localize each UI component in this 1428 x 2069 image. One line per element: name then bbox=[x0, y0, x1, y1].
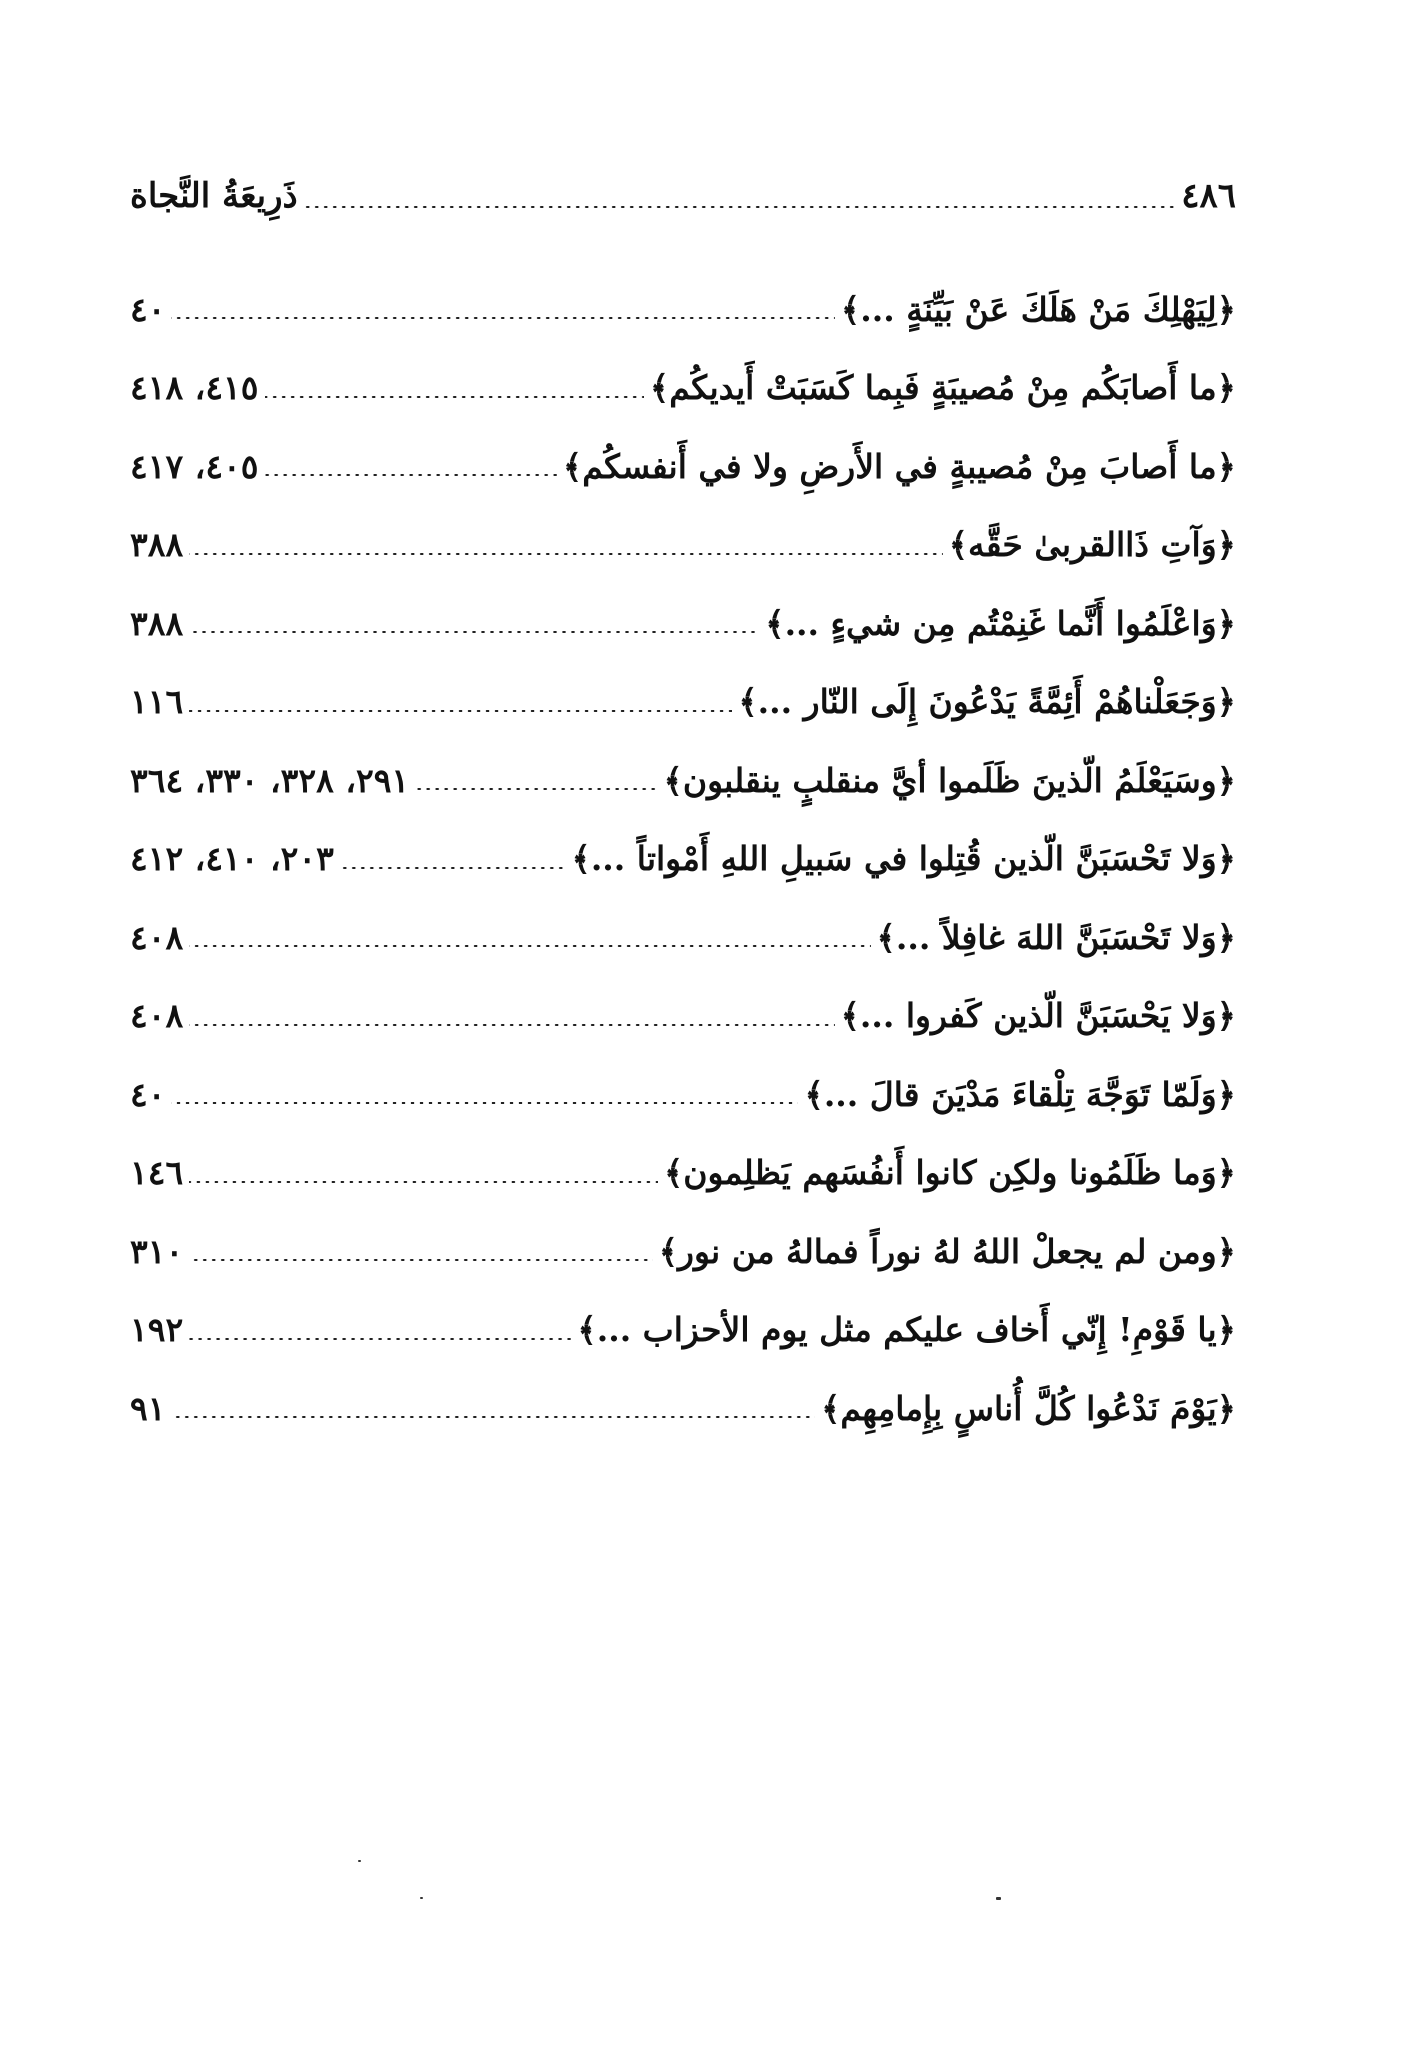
scan-speck bbox=[420, 1897, 423, 1899]
verse-text: ﴿وَآتِ ذَاالقربىٰ حَقَّه﴾ bbox=[948, 525, 1236, 565]
index-entry bbox=[130, 663, 1236, 742]
verse-text: ﴿ما أَصابَ مِنْ مُصيبةٍ في الأَرضِ ولا في أَنفسكُم﴾ bbox=[562, 446, 1236, 486]
verse-text: ﴿وَلا يَحْسَبَنَّ الّذين كَفروا ...﴾ bbox=[840, 996, 1236, 1036]
page-references: ٤٠ bbox=[130, 1074, 166, 1114]
page-references: ٤٠٥، ٤١٧ bbox=[130, 446, 259, 486]
dot-leader bbox=[189, 553, 943, 555]
verse-text: ﴿يَوْمَ نَدْعُوا كُلَّ أُناسٍ بِإِمامِهِم﴾ bbox=[821, 1388, 1236, 1428]
verse-text: ﴿وَلا تَحْسَبَنَّ الّذين قُتِلوا في سَبيلِ اللهِ أَمْواتاً ...﴾ bbox=[571, 839, 1236, 879]
verse-text: ﴿ومن لم يجعلْ اللهُ لهُ نوراً فمالهُ من نور﴾ bbox=[658, 1231, 1236, 1271]
verse-text: ﴿وَلا تَحْسَبَنَّ اللهَ غافِلاً ...﴾ bbox=[876, 917, 1236, 957]
index-entry bbox=[130, 820, 1236, 899]
dot-leader bbox=[171, 317, 834, 319]
page-references: ٣٨٨ bbox=[130, 525, 184, 565]
verse-text: ﴿وَلَمّا تَوَجَّهَ تِلْقاءَ مَدْيَنَ قالَ ...﴾ bbox=[804, 1074, 1236, 1114]
verse-text: ﴿وسَيَعْلَمُ الّذينَ ظَلَموا أيَّ منقلبٍ ينقلبون﴾ bbox=[663, 760, 1236, 800]
dot-leader bbox=[265, 396, 644, 398]
dot-leader bbox=[189, 1181, 658, 1183]
verse-index-list bbox=[130, 270, 1236, 1448]
page-references: ١٩٢ bbox=[130, 1310, 184, 1350]
page-references: ٢٩١، ٣٢٨، ٣٣٠، ٣٦٤ bbox=[130, 760, 410, 800]
book-title: ذَرِيعَةُ النَّجاة bbox=[130, 176, 298, 216]
index-entry bbox=[130, 977, 1236, 1056]
dot-leader bbox=[265, 474, 557, 476]
page-references: ١١٦ bbox=[130, 682, 184, 722]
verse-text: ﴿لِيَهْلِكَ مَنْ هَلَكَ عَنْ بَيِّنَةٍ ...﴾ bbox=[840, 289, 1236, 329]
dot-leader bbox=[189, 1338, 571, 1340]
index-entry bbox=[130, 1212, 1236, 1291]
index-entry bbox=[130, 1369, 1236, 1448]
dot-leader bbox=[171, 1102, 798, 1104]
running-header bbox=[130, 168, 1236, 224]
page-references: ٣٨٨ bbox=[130, 603, 184, 643]
verse-text: ﴿وَجَعَلْناهُمْ أَئِمَّةً يَدْعُونَ إِلَى النّار ...﴾ bbox=[738, 682, 1236, 722]
index-entry bbox=[130, 584, 1236, 663]
index-entry bbox=[130, 741, 1236, 820]
page-references: ٣١٠ bbox=[130, 1231, 184, 1271]
page-references: ٩١ bbox=[130, 1388, 166, 1428]
header-dot-leader bbox=[304, 206, 1176, 208]
index-entry bbox=[130, 270, 1236, 349]
page-references: ٤٠٨ bbox=[130, 996, 184, 1036]
index-entry bbox=[130, 898, 1236, 977]
verse-text: ﴿وَاعْلَمُوا أَنَّما غَنِمْتُم مِن شيءٍ ...﴾ bbox=[765, 603, 1236, 643]
page-references: ٤٠ bbox=[130, 289, 166, 329]
dot-leader bbox=[171, 1416, 815, 1418]
verse-text: ﴿ما أَصابَكُم مِنْ مُصيبَةٍ فَبِما كَسَبَتْ أَيديكُم﴾ bbox=[649, 368, 1236, 408]
index-entry bbox=[130, 427, 1236, 506]
dot-leader bbox=[189, 945, 870, 947]
dot-leader bbox=[189, 1024, 834, 1026]
page-references: ٢٠٣، ٤١٠، ٤١٢ bbox=[130, 839, 334, 879]
verse-text: ﴿يا قَوْمِ! إِنّي أَخاف عليكم مثل يوم الأحزاب ...﴾ bbox=[577, 1310, 1236, 1350]
index-entry bbox=[130, 506, 1236, 585]
page-references: ٤٠٨ bbox=[130, 917, 184, 957]
page-references: ٤١٥، ٤١٨ bbox=[130, 368, 259, 408]
page-number: ٤٨٦ bbox=[1181, 176, 1236, 216]
index-entry bbox=[130, 349, 1236, 428]
dot-leader bbox=[189, 1259, 653, 1261]
dot-leader bbox=[189, 631, 759, 633]
dot-leader bbox=[189, 710, 732, 712]
verse-text: ﴿وَما ظَلَمُونا ولكِن كانوا أَنفُسَهم يَظلِمون﴾ bbox=[663, 1153, 1236, 1193]
index-entry bbox=[130, 1291, 1236, 1370]
scan-speck bbox=[358, 1860, 361, 1862]
page-references: ١٤٦ bbox=[130, 1153, 184, 1193]
dot-leader bbox=[415, 788, 657, 790]
index-entry bbox=[130, 1055, 1236, 1134]
scan-speck bbox=[996, 1897, 1001, 1900]
dot-leader bbox=[340, 867, 566, 869]
index-entry bbox=[130, 1134, 1236, 1213]
